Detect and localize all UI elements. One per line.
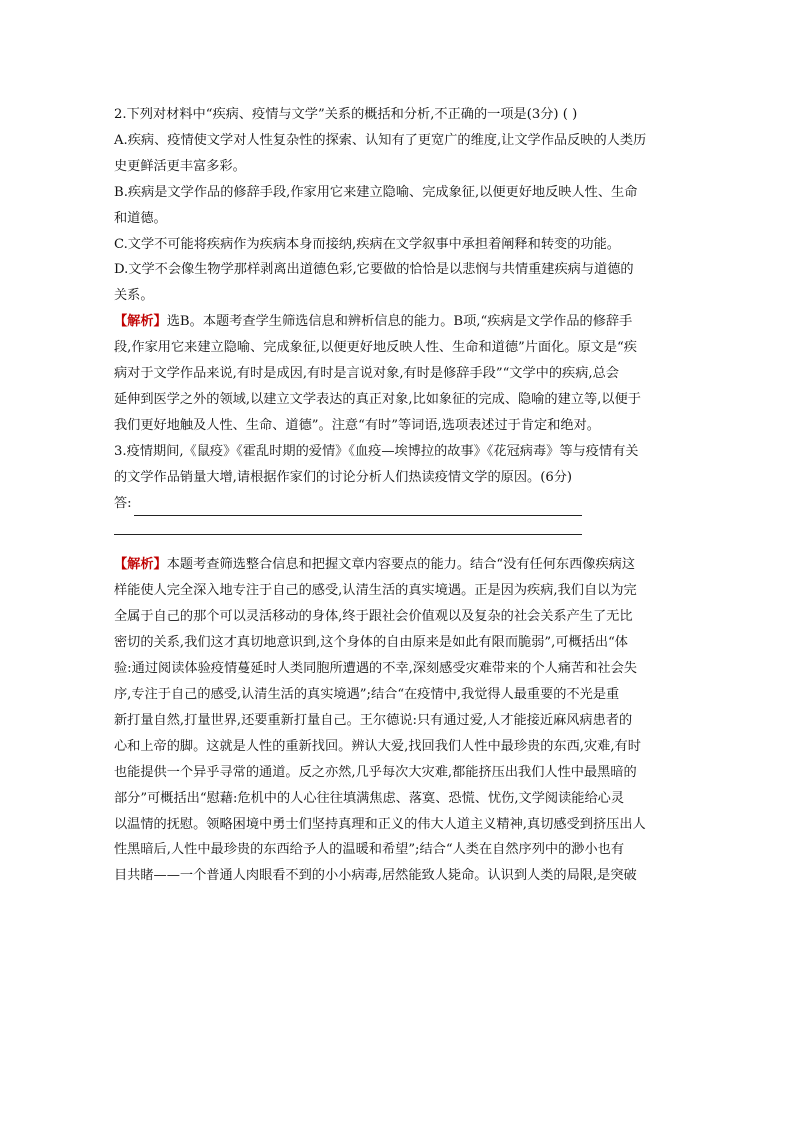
q2-analysis-line-4: 延伸到医学之外的领域,以建立文学表达的真正对象,比如象征的完成、隐喻的建立等,以便于 [114, 391, 641, 407]
q3-analysis-line-11: 以温情的抚慰。领略困境中勇士们坚持真理和正义的伟大人道主义精神,真切感受到挤压出人 [114, 816, 646, 832]
option-b-line-2: 和道德。 [114, 210, 167, 226]
option-b-line-1: B.疾病是文学作品的修辞手段,作家用它来建立隐喻、完成象征,以便更好地反映人性、生命 [114, 184, 638, 200]
option-a-line-2: 史更鲜活更丰富多彩。 [114, 158, 246, 174]
q3-analysis-line-7: 新打量自然,打量世界,还要重新打量自己。王尔德说:只有通过爱,人才能接近麻风病患者的 [114, 712, 633, 728]
analysis-tag: 【解析】 [114, 557, 167, 573]
q3-analysis-line-10: 部分”可概括出“慰藉:危机中的人心往往填满焦虑、落寞、恐慌、忧伤,文学阅读能给心灵 [114, 790, 625, 806]
q3-analysis-line-5: 验:通过阅读体验疫情蔓延时人类同胞所遭遇的不幸,深刻感受灾难带来的个人痛苦和社会失 [114, 661, 637, 677]
q3-analysis-line-4: 密切的关系,我们这才真切地意识到,这个身体的自由原来是如此有限而脆弱”,可概括出“体 [114, 635, 628, 651]
q2-analysis-line-1: 【解析】选B。本题考查学生筛选信息和辨析信息的能力。B项,“疾病是文学作品的修辞手 [114, 314, 633, 330]
q3-analysis-line-6: 序,专注于自己的感受,认清生活的真实境遇”;结合“在疫情中,我觉得人最重要的不光是重 [114, 687, 620, 703]
option-d-line-1: D.文学不会像生物学那样剥离出道德色彩,它要做的恰恰是以悲悯与共情重建疾病与道德的 [114, 262, 634, 278]
answer-blank-line-2[interactable] [114, 518, 582, 535]
option-d-line-2: 关系。 [114, 288, 154, 304]
question-3-stem-line-2: 的文学作品销量大增,请根据作家们的讨论分析人们热读疫情文学的原因。(6分) [114, 469, 573, 485]
q3-analysis-line-1: 【解析】本题考查筛选整合信息和把握文章内容要点的能力。结合“没有任何东西像疾病这 [114, 557, 636, 573]
q3-analysis-line-9: 也能提供一个异乎寻常的通道。反之亦然,几乎每次大灾难,都能挤压出我们人性中最黑暗的 [114, 764, 637, 780]
question-3-stem-line-1: 3.疫情期间,《鼠疫》《霍乱时期的爱情》《血疫—埃博拉的故事》《花冠病毒》等与疫情有关 [114, 443, 639, 459]
option-c-line-1: C.文学不可能将疾病作为疾病本身而接纳,疾病在文学叙事中承担着阐释和转变的功能。 [114, 236, 620, 252]
answer-row [114, 491, 686, 517]
option-a-line-1: A.疾病、疫情使文学对人性复杂性的探索、认知有了更宽广的维度,让文学作品反映的人类历 [114, 132, 647, 148]
question-2-stem: 2.下列对材料中“疾病、疫情与文学”关系的概括和分析,不正确的一项是(3分) ( ) [114, 107, 578, 122]
document-page [114, 102, 686, 889]
q2-analysis-line-2: 段,作家用它来建立隐喻、完成象征,以便更好地反映人性、生命和道德”片面化。原文是“疾 [114, 340, 637, 356]
answer-label: 答: [114, 495, 132, 511]
analysis-tag: 【解析】 [114, 314, 167, 330]
q2-analysis-line-3: 病对于文学作品来说,有时是成因,有时是言说对象,有时是修辞手段”“文学中的疾病,总会 [114, 366, 619, 382]
q3-analysis-line-8: 心和上帝的脚。这就是人性的重新找回。辨认大爱,找回我们人性中最珍贵的东西,灾难,有时 [114, 738, 641, 754]
answer-blank-line[interactable] [134, 497, 582, 516]
q3-analysis-line-13: 目共睹——一个普通人肉眼看不到的小小病毒,居然能致人毙命。认识到人类的局限,是突破 [114, 868, 637, 884]
q2-analysis-line-5: 我们更好地触及人性、生命、道德”。注意“有时”等词语,选项表述过于肯定和绝对。 [114, 417, 600, 433]
q3-analysis-line-3: 全属于自己的那个可以灵活移动的身体,终于跟社会价值观以及复杂的社会关系产生了无比 [114, 609, 633, 625]
q3-analysis-line-12: 性黑暗后,人性中最珍贵的东西给予人的温暖和希望”;结合“人类在自然序列中的渺小也有 [114, 842, 625, 858]
q3-analysis-line-2: 样能使人完全深入地专注于自己的感受,认清生活的真实境遇。正是因为疾病,我们自以为完 [114, 583, 637, 599]
